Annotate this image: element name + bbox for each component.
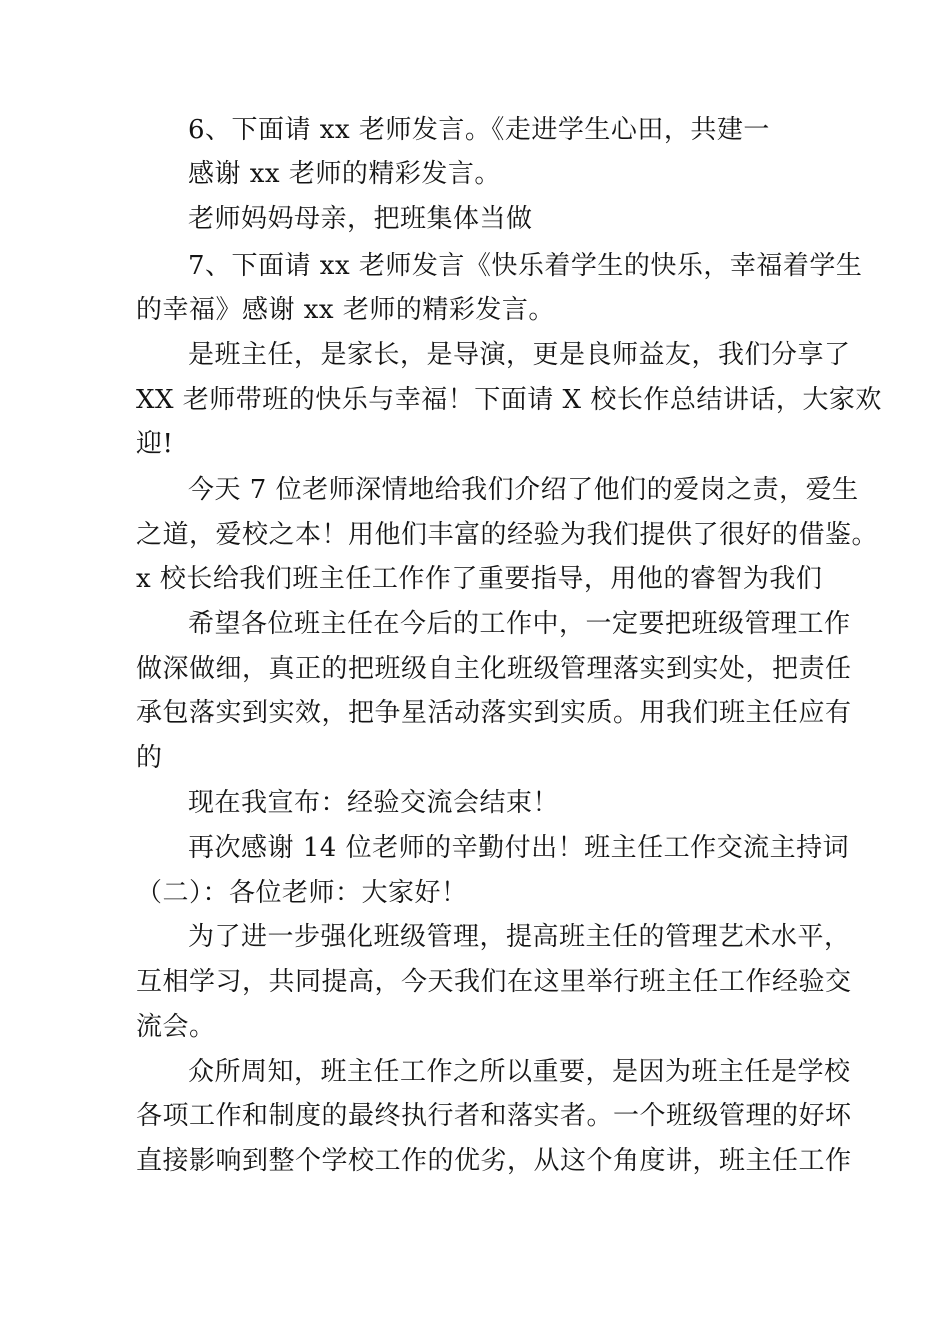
text-line: 老师妈妈母亲，把班集体当做	[188, 204, 533, 234]
text-line: 之道，爱校之本！用他们丰富的经验为我们提供了很好的借鉴。	[136, 520, 879, 550]
text-line: 承包落实到实效，把争星活动落实到实质。用我们班主任应有	[136, 698, 852, 728]
text-line: （二）：各位老师：大家好！	[136, 878, 468, 908]
text-line: 迎!	[136, 429, 174, 459]
text-line: 感谢 xx 老师的精彩发言。	[188, 159, 501, 189]
text-line: 直接影响到整个学校工作的优劣，从这个角度讲，班主任工作	[136, 1146, 852, 1176]
text-line: 今天 7 位老师深情地给我们介绍了他们的爱岗之责，爱生	[188, 475, 859, 505]
text-line: x 校长给我们班主任工作作了重要指导，用他的睿智为我们	[136, 564, 823, 594]
text-line: 希望各位班主任在今后的工作中，一定要把班级管理工作	[188, 609, 851, 639]
text-line: 再次感谢 14 位老师的辛勤付出！班主任工作交流主持词	[188, 833, 850, 863]
text-line: 是班主任，是家长，是导演，更是良师益友，我们分享了	[188, 340, 851, 370]
text-line: 各项工作和制度的最终执行者和落实者。一个班级管理的好坏	[136, 1101, 852, 1131]
text-line: 互相学习，共同提高，今天我们在这里举行班主任工作经验交	[136, 967, 852, 997]
text-line: 7、下面请 xx 老师发言《快乐着学生的快乐，幸福着学生	[188, 251, 863, 281]
text-line: 流会。	[136, 1012, 216, 1042]
text-line: 的	[136, 743, 163, 773]
text-line: 的幸福》感谢 xx 老师的精彩发言。	[136, 295, 555, 325]
text-line: 6、下面请 xx 老师发言。《走进学生心田，共建一	[188, 115, 770, 145]
text-line: XX 老师带班的快乐与幸福！下面请 X 校长作总结讲话，大家欢	[136, 385, 882, 415]
text-line: 做深做细，真正的把班级自主化班级管理落实到实处，把责任	[136, 654, 852, 684]
text-line: 为了进一步强化班级管理，提高班主任的管理艺术水平，	[188, 922, 851, 952]
text-line: 现在我宣布：经验交流会结束！	[188, 788, 560, 818]
text-line: 众所周知，班主任工作之所以重要，是因为班主任是学校	[188, 1057, 851, 1087]
